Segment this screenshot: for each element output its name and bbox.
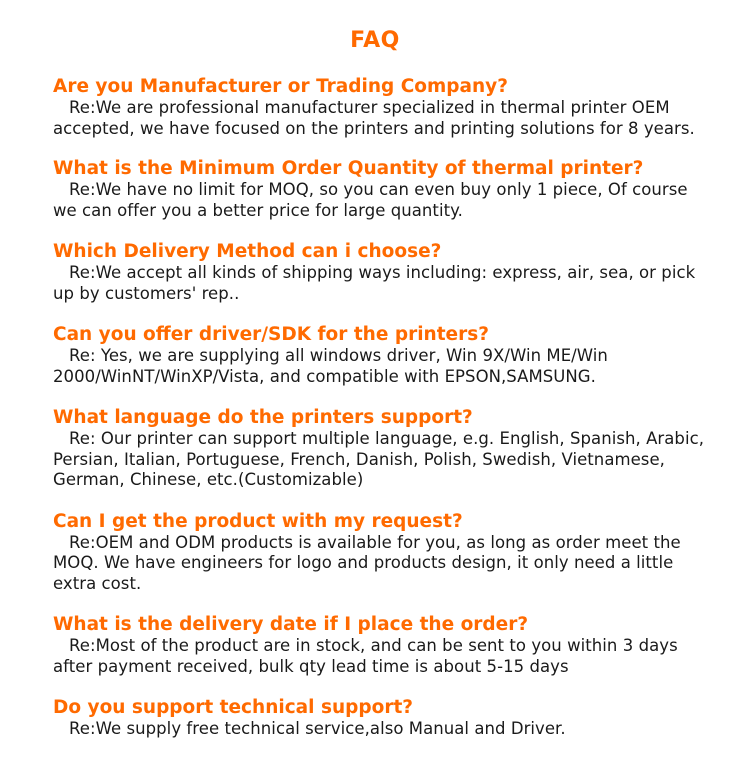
faq-question: What language do the printers support? <box>53 407 473 428</box>
faq-question: What is the Minimum Order Quantity of thermal printer? <box>53 158 644 179</box>
faq-answer: Re:We are professional manufacturer specialized in thermal printer OEM accepted, we have focused on the printers and printing solutions for 8 years. <box>53 98 695 138</box>
faq-answer: Re: Our printer can support multiple language, e.g. English, Spanish, Arabic, Persian, Italian, Portuguese, French, Danish, Polish, Swedish, Vietnamese, German, Chinese, etc.(Customizable) <box>53 429 704 489</box>
faq-item <box>53 697 713 740</box>
faq-question: Which Delivery Method can i choose? <box>53 241 442 262</box>
faq-question: Can I get the product with my request? <box>53 510 463 532</box>
faq-item <box>53 407 713 491</box>
faq-answer: Re:We supply free technical service,also Manual and Driver. <box>69 719 566 738</box>
faq-item <box>53 76 713 139</box>
faq-answer: Re:OEM and ODM products is available for you, as long as order meet the MOQ. We have engineers for logo and products design, it only need a little extra cost. <box>53 532 681 593</box>
faq-item <box>53 241 713 304</box>
faq-question: Do you support technical support? <box>53 697 414 718</box>
faq-answer: Re:We have no limit for MOQ, so you can even buy only 1 piece, Of course we can offer you a better price for large quantity. <box>53 180 688 220</box>
faq-item <box>53 158 713 221</box>
faq-item <box>53 614 713 677</box>
faq-item <box>53 511 713 595</box>
faq-answer: Re: Yes, we are supplying all windows driver, Win 9X/Win ME/Win 2000/WinNT/WinXP/Vista, and compatible with EPSON,SAMSUNG. <box>53 346 608 386</box>
faq-list <box>53 76 713 760</box>
faq-answer: Re:We accept all kinds of shipping ways including: express, air, sea, or pick up by customers' rep.. <box>53 263 696 303</box>
faq-question: Are you Manufacturer or Trading Company? <box>53 76 508 97</box>
faq-answer: Re:Most of the product are in stock, and can be sent to you within 3 days after payment received, bulk qty lead time is about 5-15 days <box>53 636 678 676</box>
faq-item <box>53 324 713 387</box>
faq-question: What is the delivery date if I place the order? <box>53 614 529 635</box>
page-title: FAQ <box>350 28 400 53</box>
faq-question: Can you offer driver/SDK for the printers? <box>53 324 489 345</box>
